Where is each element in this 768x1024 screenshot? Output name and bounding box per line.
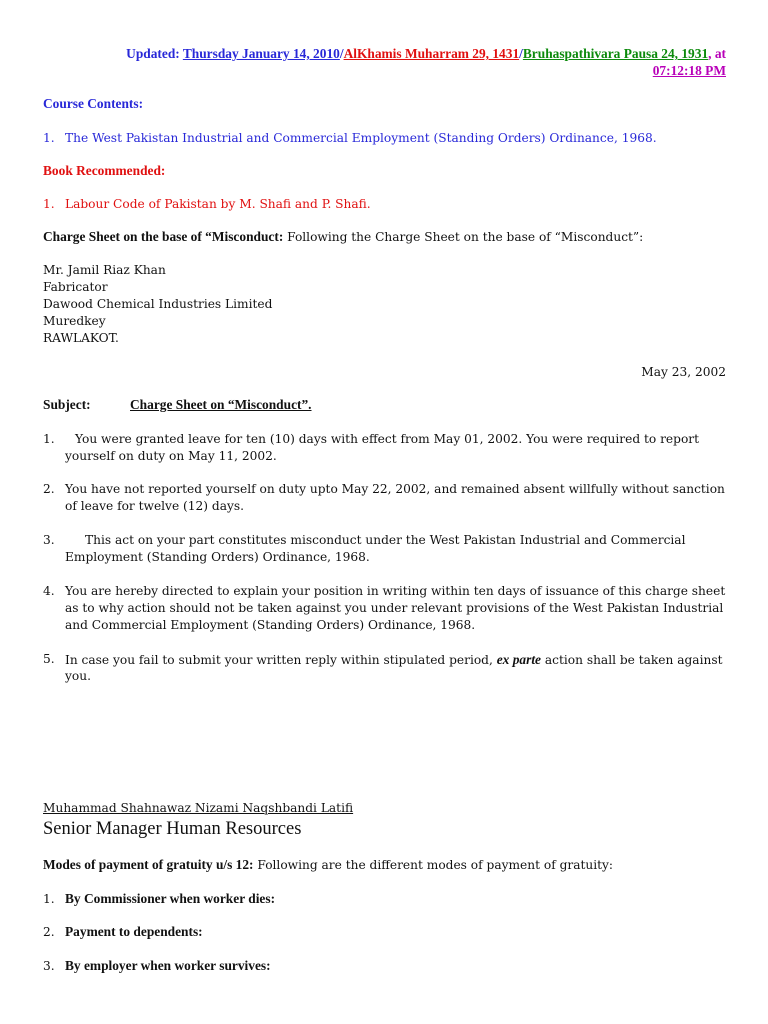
ex-parte-emphasis: ex parte	[496, 652, 541, 667]
signatory-name: Muhammad Shahnawaz Nizami Naqshbandi Latifi	[43, 801, 354, 815]
book-heading: Book Recommended:	[43, 163, 166, 178]
subject-line: Subject: Charge Sheet on “Misconduct”.	[43, 397, 312, 412]
list-item: 2. Payment to dependents:	[43, 924, 203, 939]
list-item: 1. By Commissioner when worker dies:	[43, 891, 276, 906]
address-line: Dawood Chemical Industries Limited	[43, 297, 273, 311]
book-item: 1. Labour Code of Pakistan by M. Shafi and P. Shafi.	[43, 197, 371, 211]
list-item: 3. This act on your part constitutes misconduct under the West Pakistan Industrial and Commercial Employment (Standing Orders) Ordinance, 1968.	[43, 533, 686, 564]
saka-date: Bruhaspathivara Pausa 24, 1931	[522, 46, 709, 61]
course-item: 1. The West Pakistan Industrial and Commercial Employment (Standing Orders) Ordinance, 1968.	[43, 131, 657, 145]
list-item: 1. You were granted leave for ten (10) days with effect from May 01, 2002. You were required to report yourself on duty on May 11, 2002.	[43, 432, 700, 463]
list-item: 3. By employer when worker survives:	[43, 958, 271, 973]
address-line: Muredkey	[43, 314, 106, 328]
list-item: 5. In case you fail to submit your written reply within stipulated period, ex parte action shall be taken against you.	[43, 652, 723, 683]
gratuity-intro: Modes of payment of gratuity u/s 12: Following are the different modes of payment of gratuity:	[43, 857, 614, 872]
signatory-title: Senior Manager Human Resources	[43, 819, 302, 839]
updated-header: Updated: Thursday January 14, 2010/AlKhamis Muharram 29, 1431/Bruhaspathivara Pausa 24, 1931, at	[126, 46, 726, 61]
updated-time: 07:12:18 PM	[652, 63, 726, 78]
charge-sheet-intro: Charge Sheet on the base of “Misconduct: Following the Charge Sheet on the base of “Misconduct”:	[43, 229, 644, 244]
address-line: Mr. Jamil Riaz Khan	[43, 263, 166, 277]
address-line: Fabricator	[43, 280, 108, 294]
letter-date: May 23, 2002	[641, 365, 726, 379]
address-line: RAWLAKOT.	[43, 331, 119, 345]
list-item: 4. You are hereby directed to explain your position in writing within ten days of issuance of this charge sheet as to why action should not be taken against you under relevant provisions of the West Pakistan Industrial and Commercial Employment (Standing Orders) Ordinance, 1968.	[43, 584, 726, 632]
hijri-date: AlKhamis Muharram 29, 1431	[343, 46, 520, 61]
updated-date: Thursday January 14, 2010	[182, 46, 340, 61]
list-item: 2. You have not reported yourself on duty upto May 22, 2002, and remained absent willfully without sanction of leave for twelve (12) days.	[43, 482, 725, 513]
course-heading: Course Contents:	[43, 96, 144, 111]
